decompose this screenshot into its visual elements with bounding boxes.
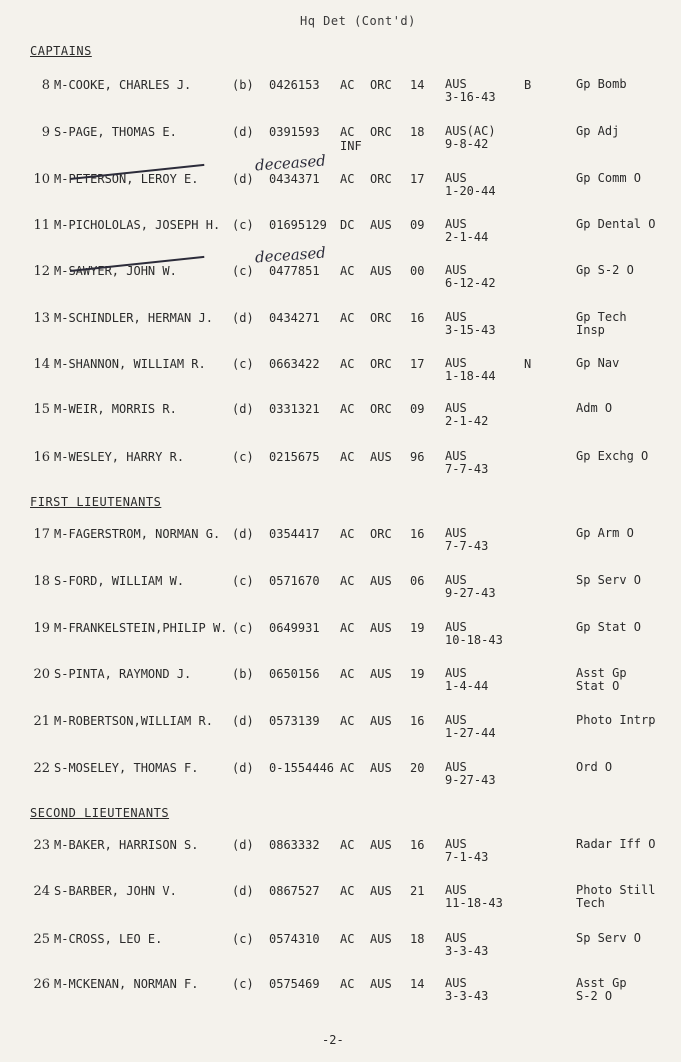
- code-number: 06: [410, 574, 425, 588]
- code-number: 00: [410, 264, 425, 278]
- serial-number: 0391593: [269, 125, 320, 139]
- status: AUS: [445, 310, 467, 324]
- duty-line: Gp Dental O: [576, 217, 656, 231]
- status-and-date: [445, 621, 503, 647]
- duty-assignment: [576, 311, 627, 337]
- duty-line: Stat O: [576, 679, 620, 693]
- date: 7-7-43: [445, 539, 489, 553]
- page-number: -2-: [322, 1033, 344, 1047]
- row-number: 21: [33, 714, 50, 729]
- classification: (d): [232, 714, 254, 728]
- officer-name: M-SCHINDLER, HERMAN J.: [54, 311, 213, 325]
- date: 6-12-42: [445, 276, 496, 290]
- page-header: Hq Det (Cont'd): [300, 14, 416, 28]
- arm-of-service: AC: [340, 527, 355, 541]
- duty-assignment: [576, 621, 641, 634]
- date: 3-3-43: [445, 989, 489, 1003]
- component: AUS: [370, 977, 392, 991]
- code-number: 18: [410, 932, 425, 946]
- component: AUS: [370, 450, 392, 464]
- duty-assignment: [576, 714, 655, 727]
- duty-assignment: [576, 838, 655, 851]
- arm-of-service: AC INF: [340, 125, 362, 153]
- classification: (d): [232, 884, 254, 898]
- status: AUS: [445, 401, 467, 415]
- roster-row: [0, 884, 681, 928]
- code-number: 09: [410, 402, 425, 416]
- roster-row: [0, 932, 681, 976]
- code-number: 09: [410, 218, 425, 232]
- duty-line: Gp Nav: [576, 356, 620, 370]
- row-number: 11: [33, 218, 50, 233]
- duty-assignment: [576, 667, 627, 693]
- status-and-date: [445, 761, 496, 787]
- date: 7-7-43: [445, 462, 489, 476]
- code-number: 18: [410, 125, 425, 139]
- officer-name: S-PINTA, RAYMOND J.: [54, 667, 192, 681]
- serial-number: 0573139: [269, 714, 320, 728]
- date: 1-4-44: [445, 679, 489, 693]
- row-number: 26: [33, 977, 50, 992]
- duty-line: Gp Exchg O: [576, 449, 649, 463]
- duty-line: Asst Gp: [576, 666, 627, 680]
- arm-of-service: AC: [340, 574, 355, 588]
- component: AUS: [370, 714, 392, 728]
- roster-row: [0, 714, 681, 758]
- component: AUS: [370, 264, 392, 278]
- date: 9-27-43: [445, 586, 496, 600]
- roster-row: [0, 402, 681, 446]
- arm-of-service: AC: [340, 450, 355, 464]
- code-number: 16: [410, 311, 425, 325]
- component: AUS: [370, 574, 392, 588]
- duty-line: Sp Serv O: [576, 931, 642, 945]
- arm-of-service: AC: [340, 977, 355, 991]
- officer-name: S-FORD, WILLIAM W.: [54, 574, 185, 588]
- component: ORC: [370, 125, 392, 139]
- status: AUS: [445, 573, 467, 587]
- roster-row: [0, 243, 681, 308]
- officer-name: M-WEIR, MORRIS R.: [54, 402, 177, 416]
- arm-of-service: AC: [340, 78, 355, 92]
- status: AUS: [445, 837, 467, 851]
- serial-number: 0574310: [269, 932, 320, 946]
- serial-number: 0215675: [269, 450, 320, 464]
- classification: (b): [232, 78, 254, 92]
- classification: (d): [232, 402, 254, 416]
- roster-row: [0, 218, 681, 262]
- code-number: 17: [410, 172, 425, 186]
- code-number: 16: [410, 714, 425, 728]
- roster-row: [0, 311, 681, 355]
- code-number: 16: [410, 838, 425, 852]
- duty-assignment: [576, 761, 612, 774]
- roster-row: [0, 125, 681, 169]
- duty-line: Insp: [576, 323, 605, 337]
- status-and-date: [445, 838, 488, 864]
- status-and-date: [445, 357, 496, 383]
- rating-code: N: [524, 357, 532, 371]
- status: AUS: [445, 217, 467, 231]
- classification: (d): [232, 761, 254, 775]
- roster-row: [0, 621, 681, 665]
- status-and-date: [445, 714, 496, 740]
- officer-name: M-SHANNON, WILLIAM R.: [54, 357, 206, 371]
- serial-number: 0867527: [269, 884, 320, 898]
- duty-assignment: [576, 932, 641, 945]
- row-number: 18: [33, 574, 50, 589]
- duty-line: Gp Bomb: [576, 77, 627, 91]
- officer-name: M-CROSS, LEO E.: [54, 932, 163, 946]
- duty-line: Gp Adj: [576, 124, 620, 138]
- roster-row: [0, 761, 681, 805]
- date: 3-3-43: [445, 944, 489, 958]
- status-and-date: [445, 218, 488, 244]
- roster-row: [0, 977, 681, 1021]
- status-and-date: [445, 264, 496, 290]
- status-and-date: [445, 977, 488, 1003]
- duty-line: Gp Tech: [576, 310, 627, 324]
- classification: (c): [232, 574, 254, 588]
- code-number: 96: [410, 450, 425, 464]
- section-title: FIRST LIEUTENANTS: [30, 495, 162, 509]
- row-number: 22: [33, 761, 50, 776]
- classification: (c): [232, 357, 254, 371]
- arm-of-service: AC: [340, 667, 355, 681]
- code-number: 19: [410, 667, 425, 681]
- roster-row: [0, 357, 681, 401]
- duty-assignment: [576, 527, 634, 540]
- arm-of-service: DC: [340, 218, 355, 232]
- code-number: 14: [410, 977, 425, 991]
- date: 1-20-44: [445, 184, 496, 198]
- code-number: 20: [410, 761, 425, 775]
- component: ORC: [370, 172, 392, 186]
- status-and-date: [445, 884, 503, 910]
- section-title: CAPTAINS: [30, 44, 92, 58]
- duty-line: Photo Intrp: [576, 713, 656, 727]
- roster-row: [0, 838, 681, 882]
- classification: (d): [232, 172, 254, 186]
- officer-name: M-PICHOLOLAS, JOSEPH H.: [54, 218, 221, 232]
- section-title: SECOND LIEUTENANTS: [30, 806, 170, 820]
- status: AUS: [445, 526, 467, 540]
- serial-number: 0575469: [269, 977, 320, 991]
- code-number: 17: [410, 357, 425, 371]
- component: ORC: [370, 402, 392, 416]
- arm-of-service: AC: [340, 932, 355, 946]
- officer-name: M-FAGERSTROM, NORMAN G.: [54, 527, 221, 541]
- status-and-date: [445, 402, 488, 428]
- status: AUS: [445, 77, 467, 91]
- status-and-date: [445, 311, 496, 337]
- officer-name: M-PETERSON, LEROY E.: [54, 172, 199, 186]
- serial-number: 0650156: [269, 667, 320, 681]
- handwritten-note: deceased: [254, 243, 327, 267]
- row-number: 16: [33, 450, 50, 465]
- officer-name: M-COOKE, CHARLES J.: [54, 78, 192, 92]
- component: AUS: [370, 884, 392, 898]
- component: ORC: [370, 311, 392, 325]
- roster-row: [0, 574, 681, 618]
- officer-name: M-BAKER, HARRISON S.: [54, 838, 199, 852]
- serial-number: 0434371: [269, 172, 320, 186]
- roster-row: [0, 667, 681, 711]
- classification: (c): [232, 621, 254, 635]
- duty-assignment: [576, 125, 619, 138]
- date: 9-27-43: [445, 773, 496, 787]
- row-number: 24: [33, 884, 50, 899]
- duty-line: Sp Serv O: [576, 573, 642, 587]
- classification: (c): [232, 264, 254, 278]
- serial-number: 0477851: [269, 264, 320, 278]
- status: AUS: [445, 713, 467, 727]
- duty-line: Adm O: [576, 401, 613, 415]
- roster-row: [0, 527, 681, 571]
- arm-of-service: AC: [340, 264, 355, 278]
- status-and-date: [445, 527, 488, 553]
- classification: (d): [232, 311, 254, 325]
- serial-number: 0434271: [269, 311, 320, 325]
- duty-line: S-2 O: [576, 989, 613, 1003]
- component: AUS: [370, 218, 392, 232]
- status: AUS: [445, 356, 467, 370]
- arm-of-service: AC: [340, 621, 355, 635]
- classification: (c): [232, 450, 254, 464]
- duty-assignment: [576, 574, 641, 587]
- status: AUS: [445, 931, 467, 945]
- rating-code: B: [524, 78, 532, 92]
- row-number: 23: [33, 838, 50, 853]
- duty-assignment: [576, 977, 627, 1003]
- serial-number: 0331321: [269, 402, 320, 416]
- row-number: 13: [33, 311, 50, 326]
- code-number: 21: [410, 884, 425, 898]
- arm-of-service: AC: [340, 884, 355, 898]
- row-number: 25: [33, 932, 50, 947]
- date: 1-18-44: [445, 369, 496, 383]
- serial-number: 0-1554446: [269, 761, 335, 775]
- duty-line: Gp Arm O: [576, 526, 634, 540]
- duty-line: Ord O: [576, 760, 613, 774]
- roster-row: [0, 78, 681, 122]
- status: AUS: [445, 171, 467, 185]
- row-number: 10: [33, 172, 50, 187]
- arm-of-service: AC: [340, 402, 355, 416]
- officer-name: M-MCKENAN, NORMAN F.: [54, 977, 199, 991]
- arm-of-service: AC: [340, 838, 355, 852]
- code-number: 16: [410, 527, 425, 541]
- classification: (c): [232, 977, 254, 991]
- status-and-date: [445, 172, 496, 198]
- serial-number: 0571670: [269, 574, 320, 588]
- classification: (d): [232, 125, 254, 139]
- roster-row: [0, 151, 681, 216]
- duty-line: Gp Stat O: [576, 620, 642, 634]
- row-number: 17: [33, 527, 50, 542]
- row-number: 12: [33, 264, 50, 279]
- status-and-date: [445, 574, 496, 600]
- arm-of-service: AC: [340, 761, 355, 775]
- classification: (c): [232, 932, 254, 946]
- status: AUS: [445, 620, 467, 634]
- row-number: 15: [33, 402, 50, 417]
- duty-line: Photo Still: [576, 883, 656, 897]
- officer-name: S-BARBER, JOHN V.: [54, 884, 177, 898]
- duty-line: Radar Iff O: [576, 837, 656, 851]
- date: 11-18-43: [445, 896, 503, 910]
- arm-of-service: AC: [340, 357, 355, 371]
- component: ORC: [370, 78, 392, 92]
- status-and-date: [445, 450, 488, 476]
- code-number: 14: [410, 78, 425, 92]
- status: AUS: [445, 263, 467, 277]
- serial-number: 0649931: [269, 621, 320, 635]
- serial-number: 01695129: [269, 218, 327, 232]
- classification: (d): [232, 838, 254, 852]
- officer-name: S-PAGE, THOMAS E.: [54, 125, 177, 139]
- serial-number: 0354417: [269, 527, 320, 541]
- duty-assignment: [576, 884, 655, 910]
- component: AUS: [370, 932, 392, 946]
- row-number: 8: [41, 78, 50, 93]
- status-and-date: [445, 78, 496, 104]
- arm-of-service: AC: [340, 714, 355, 728]
- status: AUS(AC): [445, 124, 496, 138]
- row-number: 14: [33, 357, 50, 372]
- status: AUS: [445, 976, 467, 990]
- officer-name: S-MOSELEY, THOMAS F.: [54, 761, 199, 775]
- handwritten-note: deceased: [254, 151, 327, 175]
- date: 3-16-43: [445, 90, 496, 104]
- component: ORC: [370, 527, 392, 541]
- serial-number: 0663422: [269, 357, 320, 371]
- duty-line: Gp S-2 O: [576, 263, 634, 277]
- classification: (c): [232, 218, 254, 232]
- status: AUS: [445, 666, 467, 680]
- officer-name: M-WESLEY, HARRY R.: [54, 450, 185, 464]
- duty-assignment: [576, 450, 648, 463]
- row-number: 20: [33, 667, 50, 682]
- status: AUS: [445, 449, 467, 463]
- status-and-date: [445, 667, 488, 693]
- duty-line: Gp Comm O: [576, 171, 642, 185]
- date: 10-18-43: [445, 633, 503, 647]
- officer-name: M-ROBERTSON,WILLIAM R.: [54, 714, 213, 728]
- date: 2-1-44: [445, 230, 489, 244]
- row-number: 19: [33, 621, 50, 636]
- component: ORC: [370, 357, 392, 371]
- date: 1-27-44: [445, 726, 496, 740]
- duty-line: Tech: [576, 896, 605, 910]
- date: 9-8-42: [445, 137, 489, 151]
- date: 3-15-43: [445, 323, 496, 337]
- code-number: 19: [410, 621, 425, 635]
- duty-line: Asst Gp: [576, 976, 627, 990]
- duty-assignment: [576, 218, 655, 231]
- officer-name: M-SAWYER, JOHN W.: [54, 264, 177, 278]
- date: 7-1-43: [445, 850, 489, 864]
- duty-assignment: [576, 402, 612, 415]
- serial-number: 0426153: [269, 78, 320, 92]
- component: AUS: [370, 667, 392, 681]
- arm-of-service: AC: [340, 311, 355, 325]
- status-and-date: [445, 932, 488, 958]
- duty-assignment: [576, 264, 634, 277]
- status-and-date: [445, 125, 496, 151]
- status: AUS: [445, 883, 467, 897]
- status: AUS: [445, 760, 467, 774]
- date: 2-1-42: [445, 414, 489, 428]
- classification: (d): [232, 527, 254, 541]
- classification: (b): [232, 667, 254, 681]
- serial-number: 0863332: [269, 838, 320, 852]
- arm-of-service: AC: [340, 172, 355, 186]
- component: AUS: [370, 621, 392, 635]
- component: AUS: [370, 761, 392, 775]
- roster-row: [0, 450, 681, 494]
- component: AUS: [370, 838, 392, 852]
- duty-assignment: [576, 172, 641, 185]
- officer-name: M-FRANKELSTEIN,PHILIP W.: [54, 621, 228, 635]
- duty-assignment: [576, 357, 619, 370]
- row-number: 9: [41, 125, 50, 140]
- duty-assignment: [576, 78, 627, 91]
